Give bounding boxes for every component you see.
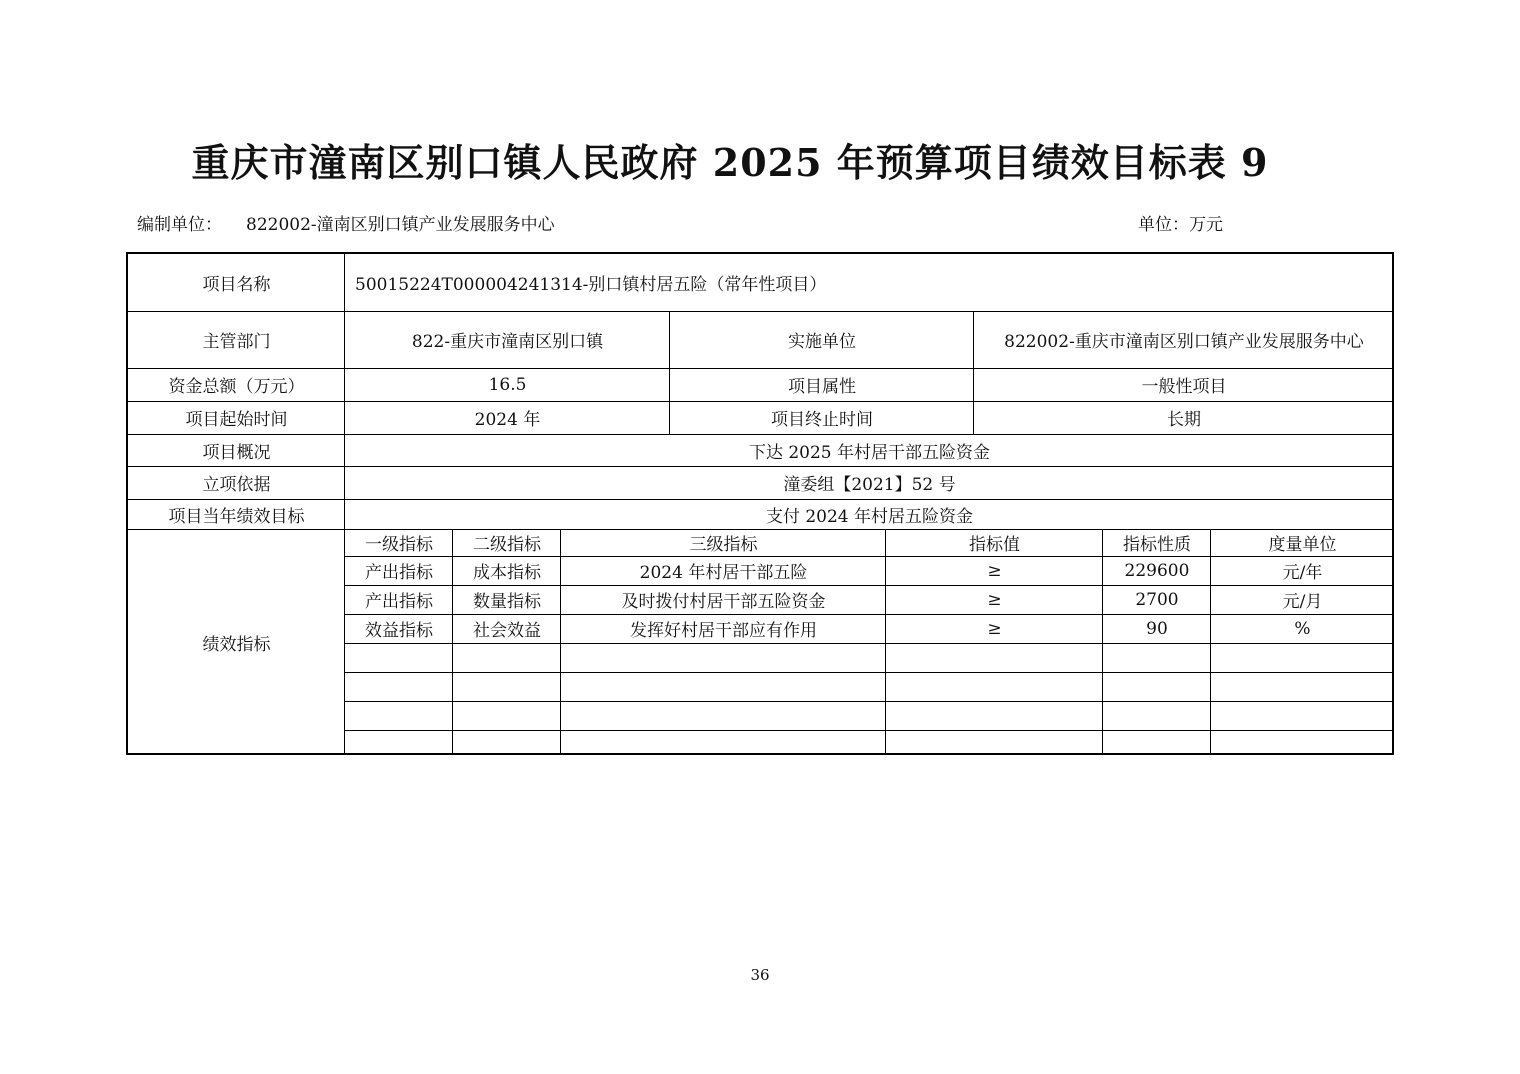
perf-label: 绩效指标	[202, 634, 271, 655]
overview-label: 项目概况	[202, 442, 271, 463]
org-line	[137, 210, 555, 235]
perf-row-divider	[345, 643, 1394, 644]
org-value: 822002-潼南区别口镇产业发展服务中心	[246, 215, 555, 235]
perf-header-level2: 二级指标	[473, 535, 541, 555]
basis-value: 潼委组【2021】52 号	[783, 475, 956, 495]
end-label: 项目终止时间	[771, 410, 873, 430]
dept-label: 主管部门	[202, 332, 271, 352]
fund-value: 16.5	[488, 374, 527, 395]
attr-label: 项目属性	[788, 377, 856, 397]
perf-cell: 效益指标	[365, 621, 433, 641]
perf-header-nature: 指标性质	[1123, 535, 1191, 555]
impl-label: 实施单位	[788, 332, 856, 352]
page-number: 36	[750, 966, 770, 984]
perf-header-level1: 一级指标	[365, 535, 433, 555]
perf-cell: ≥	[987, 589, 1002, 610]
perf-cell: 2024 年村居干部五险	[639, 563, 808, 583]
perf-cell: 产出指标	[365, 563, 433, 583]
perf-cell: 发挥好村居干部应有作用	[630, 621, 817, 641]
fund-label: 资金总额（万元）	[168, 377, 305, 397]
goal-label: 项目当年绩效目标	[168, 506, 305, 527]
page-title: 重庆市潼南区别口镇人民政府 2025 年预算项目绩效目标表 9	[191, 140, 1269, 185]
impl-value: 822002-重庆市潼南区别口镇产业发展服务中心	[1004, 332, 1364, 352]
dept-value: 822-重庆市潼南区别口镇	[411, 332, 604, 352]
perf-cell: ≥	[987, 560, 1002, 581]
project-name-label: 项目名称	[202, 275, 271, 295]
perf-cell: 元/月	[1282, 592, 1323, 612]
perf-row-divider	[345, 730, 1394, 731]
org-label: 编制单位：	[137, 215, 222, 235]
perf-row-divider	[345, 672, 1394, 673]
unit-text: 单位：万元	[1138, 215, 1223, 235]
perf-cell: 成本指标	[473, 563, 541, 583]
perf-cell: 90	[1146, 618, 1168, 639]
attr-value: 一般性项目	[1141, 377, 1227, 397]
start-value: 2024 年	[474, 410, 541, 430]
perf-header-value: 指标值	[969, 535, 1020, 555]
perf-cell: 元/年	[1282, 563, 1323, 583]
perf-header-level3: 三级指标	[689, 535, 758, 555]
perf-cell: 2700	[1135, 589, 1179, 610]
start-label: 项目起始时间	[185, 410, 288, 430]
perf-cell: 社会效益	[473, 621, 541, 641]
perf-cell: 产出指标	[365, 592, 433, 612]
goal-value: 支付 2024 年村居五险资金	[765, 506, 974, 527]
perf-header-unit: 度量单位	[1268, 535, 1337, 555]
perf-cell: 数量指标	[473, 592, 541, 612]
overview-value: 下达 2025 年村居干部五险资金	[748, 442, 991, 463]
perf-cell: 及时拨付村居干部五险资金	[621, 592, 826, 612]
basis-label: 立项依据	[202, 475, 271, 495]
perf-cell: ≥	[987, 618, 1002, 639]
perf-row-divider	[345, 701, 1394, 702]
performance-table	[126, 252, 1394, 755]
project-name-value: 50015224T000004241314-别口镇村居五险（常年性项目）	[355, 275, 827, 295]
perf-cell: %	[1294, 618, 1311, 639]
perf-cell: 229600	[1124, 560, 1190, 581]
end-value: 长期	[1167, 410, 1201, 430]
